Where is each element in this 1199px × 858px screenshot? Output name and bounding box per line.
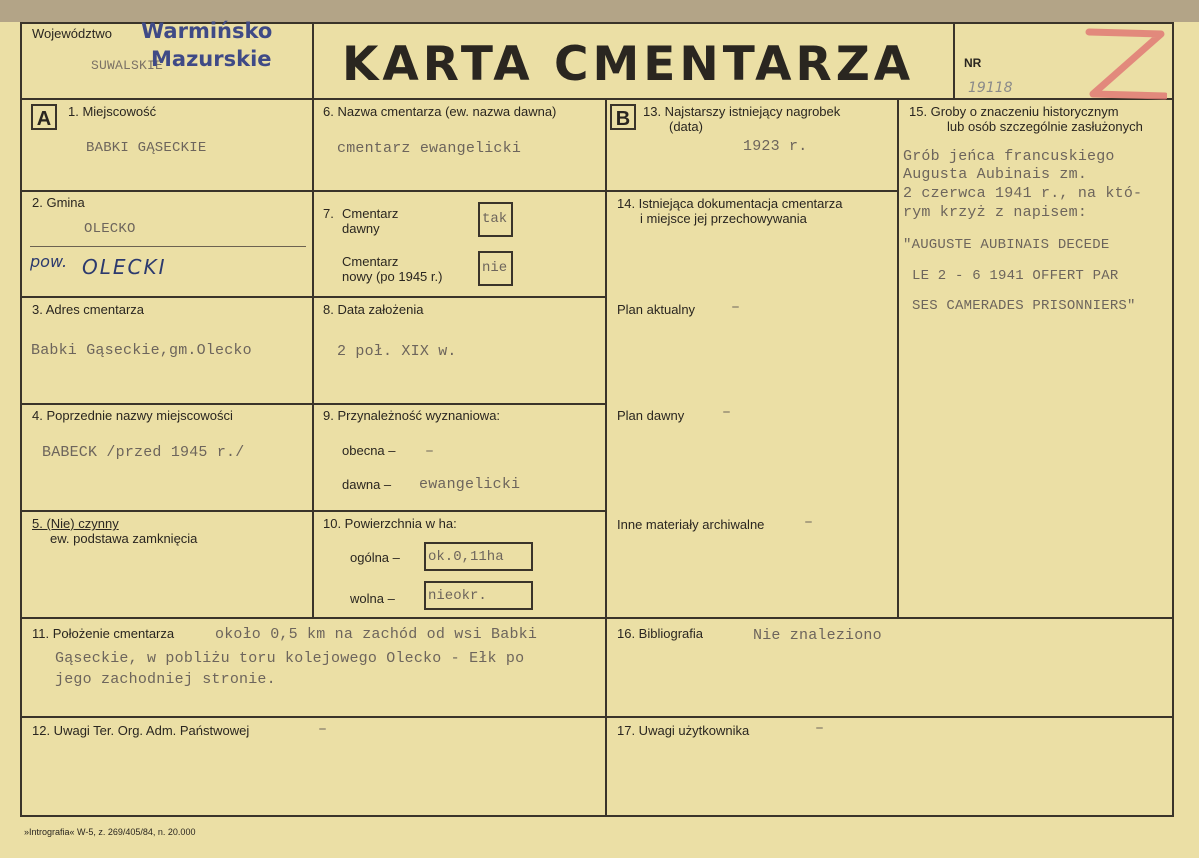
frame-left	[20, 22, 22, 817]
field-1-value: BABKI GĄSECKIE	[86, 140, 207, 156]
col-divider-1	[312, 98, 314, 618]
section-a-marker: A	[31, 104, 57, 130]
row-line	[312, 510, 607, 512]
field-9-dawna-value: ewangelicki	[419, 476, 521, 493]
field-2-value: OLECKO	[84, 221, 136, 237]
field-7-dawny-label1: Cmentarz	[342, 206, 399, 221]
field-10-label: 10. Powierzchnia w ha:	[323, 516, 457, 531]
category-z-mark	[1085, 28, 1167, 100]
gmina-underline	[30, 246, 306, 247]
field-5-sublabel: ew. podstawa zamknięcia	[50, 531, 198, 546]
field-10-ogolna-label: ogólna –	[350, 550, 400, 565]
card-title: KARTA CMENTARZA	[342, 37, 915, 92]
field-10-ogolna-value: ok.0,11ha	[424, 542, 533, 571]
nr-label: NR	[964, 56, 982, 70]
field-15-line: "AUGUSTE AUBINAIS DECEDE	[903, 237, 1110, 253]
field-15-line: Grób jeńca francuskiego	[903, 148, 1115, 165]
field-11-label: 11. Położenie cmentarza	[32, 626, 175, 641]
field-17-label: 17. Uwagi użytkownika	[617, 723, 750, 738]
field-15-line: rym krzyż z napisem:	[903, 204, 1088, 221]
header-divider-2	[953, 22, 955, 100]
row-line	[312, 190, 607, 192]
field-9-obecna-label: obecna –	[342, 443, 396, 458]
field-7-dawny-value: tak	[478, 202, 513, 237]
field-15-line: 2 czerwca 1941 r., na któ-	[903, 185, 1143, 202]
field-4-label: 4. Poprzednie nazwy miejscowości	[32, 408, 233, 423]
field-8-value: 2 poł. XIX w.	[337, 343, 457, 360]
field-11-line1: około 0,5 km na zachód od wsi Babki	[215, 626, 538, 643]
voivodeship-stamp-line2: Mazurskie	[151, 47, 272, 71]
printer-footer: »Intrografia« W-5, z. 269/405/84, n. 20.000	[24, 827, 196, 837]
field-11-line2: Gąseckie, w pobliżu toru kolejowego Olecko - Ełk po	[55, 650, 525, 667]
field-15-label: 15. Groby o znaczeniu historycznym	[909, 104, 1119, 119]
row-line	[20, 617, 1174, 619]
row-line	[20, 296, 314, 298]
field-12-value: –	[318, 721, 328, 738]
field-7-nowy-label2: nowy (po 1945 r.)	[342, 269, 443, 284]
row-line	[20, 190, 314, 192]
field-6-value: cmentarz ewangelicki	[337, 140, 522, 157]
field-11-line3: jego zachodniej stronie.	[55, 671, 276, 688]
field-2-pow-value: OLECKI	[82, 255, 167, 279]
section-b-marker: B	[610, 104, 636, 130]
field-17-value: –	[815, 720, 825, 737]
row-line	[20, 716, 1174, 718]
plan-aktualny-label: Plan aktualny	[617, 302, 696, 317]
col-divider-3	[897, 98, 899, 618]
plan-dawny-value: –	[722, 404, 732, 421]
field-15-line: LE 2 - 6 1941 OFFERT PAR	[912, 268, 1119, 284]
row-line	[20, 403, 314, 405]
field-9-obecna-value: –	[425, 443, 435, 460]
voivodeship-typed: SUWALSKIE	[91, 58, 164, 73]
field-6-label: 6. Nazwa cmentarza (ew. nazwa dawna)	[323, 104, 557, 119]
field-4-value: BABECK /przed 1945 r./	[42, 444, 245, 461]
field-2-label: 2. Gmina	[32, 195, 85, 210]
voivodeship-stamp-line1: Warmińsko	[141, 19, 273, 43]
row-line	[312, 296, 607, 298]
field-2-pow-prefix: pow.	[30, 252, 68, 271]
field-16-label: 16. Bibliografia	[617, 626, 703, 641]
record-number: 19118	[968, 80, 1013, 96]
plan-aktualny-value: –	[731, 299, 741, 316]
header-divider-1	[312, 22, 314, 100]
col-divider-2	[605, 98, 607, 815]
field-15-sublabel: lub osób szczególnie zasłużonych	[947, 119, 1143, 134]
frame-bottom	[20, 815, 1174, 817]
plan-dawny-label: Plan dawny	[617, 408, 685, 423]
row-line	[312, 403, 607, 405]
field-12-label: 12. Uwagi Ter. Org. Adm. Państwowej	[32, 723, 250, 738]
row-line	[605, 190, 899, 192]
wojewodztwo-label: Województwo	[32, 26, 112, 41]
field-7-nowy-value: nie	[478, 251, 513, 286]
field-8-label: 8. Data założenia	[323, 302, 424, 317]
field-10-wolna-value: nieokr.	[424, 581, 533, 610]
field-15-line: Augusta Aubinais zm.	[903, 166, 1088, 183]
field-13-sublabel: (data)	[669, 119, 703, 134]
field-7-label: 7.	[323, 206, 334, 221]
field-7-nowy-label1: Cmentarz	[342, 254, 399, 269]
field-15-line: SES CAMERADES PRISONNIERS"	[912, 298, 1136, 314]
field-13-value: 1923 r.	[743, 138, 808, 155]
field-1-label: 1. Miejscowość	[68, 104, 157, 119]
frame-right	[1172, 22, 1174, 817]
inne-materialy-value: –	[804, 514, 814, 531]
field-5-label: 5. (Nie) czynny	[32, 516, 119, 531]
field-9-label: 9. Przynależność wyznaniowa:	[323, 408, 501, 423]
field-13-label: 13. Najstarszy istniejący nagrobek	[643, 104, 841, 119]
inne-materialy-label: Inne materiały archiwalne	[617, 517, 765, 532]
field-7-dawny-label2: dawny	[342, 221, 380, 236]
field-3-label: 3. Adres cmentarza	[32, 302, 144, 317]
field-16-value: Nie znaleziono	[753, 627, 882, 644]
row-line	[20, 510, 314, 512]
field-9-dawna-label: dawna –	[342, 477, 392, 492]
field-3-value: Babki Gąseckie,gm.Olecko	[31, 342, 252, 359]
field-14-sublabel: i miejsce jej przechowywania	[640, 211, 807, 226]
header-bottom-line	[20, 98, 1174, 100]
field-10-wolna-label: wolna –	[350, 591, 395, 606]
field-14-label: 14. Istniejąca dokumentacja cmentarza	[617, 196, 843, 211]
